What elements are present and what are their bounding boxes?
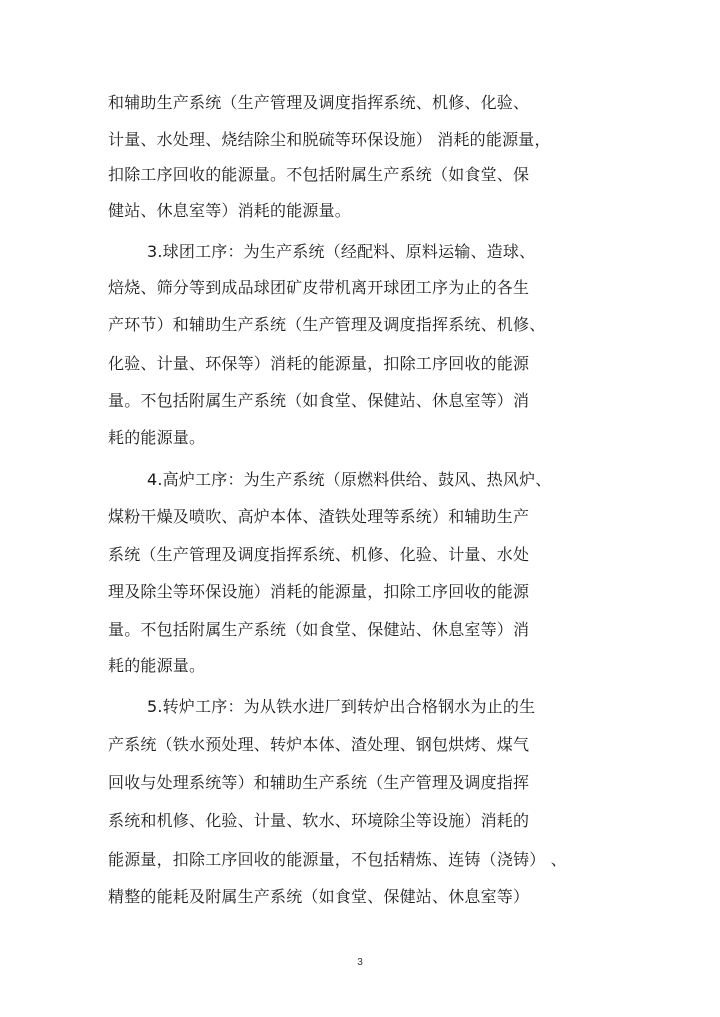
text-line: 系统（生产管理及调度指挥系统、机修、化验、计量、水处	[108, 545, 530, 564]
text-line: 扣除工序回收的能源量。不包括附属生产系统（如食堂、保	[108, 165, 530, 184]
text-line: 量。不包括附属生产系统（如食堂、保健站、休息室等）消	[108, 620, 530, 639]
text-line: 精整的能耗及附属生产系统（如食堂、保健站、休息室等）	[108, 887, 530, 906]
section-3-heading-line: 3.球团工序：为生产系统（经配料、原料运输、造球、	[147, 242, 536, 261]
text-line: 耗的能源量。	[108, 656, 206, 675]
text-line: 和辅助生产系统（生产管理及调度指挥系统、机修、化验、	[108, 93, 530, 112]
text-line: 系统和机修、化验、计量、软水、环境除尘等设施）消耗的	[108, 811, 530, 830]
text-line: 量。不包括附属生产系统（如食堂、保健站、休息室等）消	[108, 391, 530, 410]
text-line: 耗的能源量。	[108, 428, 206, 447]
text-line: 焙烧、筛分等到成品球团矿皮带机离开球团工序为止的各生	[108, 278, 530, 297]
section-4-heading-line: 4.高炉工序：为生产系统（原燃料供给、鼓风、热风炉、	[147, 470, 552, 489]
text-line: 产环节）和辅助生产系统（生产管理及调度指挥系统、机修、	[108, 315, 546, 334]
section-5-heading-line: 5.转炉工序：为从铁水进厂到转炉出合格钢水为止的生	[147, 697, 536, 716]
text-line: 化验、计量、环保等）消耗的能源量，扣除工序回收的能源	[108, 354, 530, 373]
text-line: 产系统（铁水预处理、转炉本体、渣处理、钢包烘烤、煤气	[108, 735, 530, 754]
text-line: 能源量，扣除工序回收的能源量，不包括精炼、连铸（浇铸） 、	[108, 850, 567, 869]
text-line: 回收与处理系统等）和辅助生产系统（生产管理及调度指挥	[108, 773, 530, 792]
page-number: 3	[357, 957, 363, 968]
text-line: 健站、休息室等）消耗的能源量。	[108, 201, 352, 220]
text-line: 理及除尘等环保设施）消耗的能源量，扣除工序回收的能源	[108, 582, 530, 601]
text-line: 煤粉干燥及喷吹、高炉本体、渣铁处理等系统）和辅助生产	[108, 507, 530, 526]
text-line: 计量、水处理、烧结除尘和脱硫等环保设施） 消耗的能源量，	[108, 130, 551, 149]
